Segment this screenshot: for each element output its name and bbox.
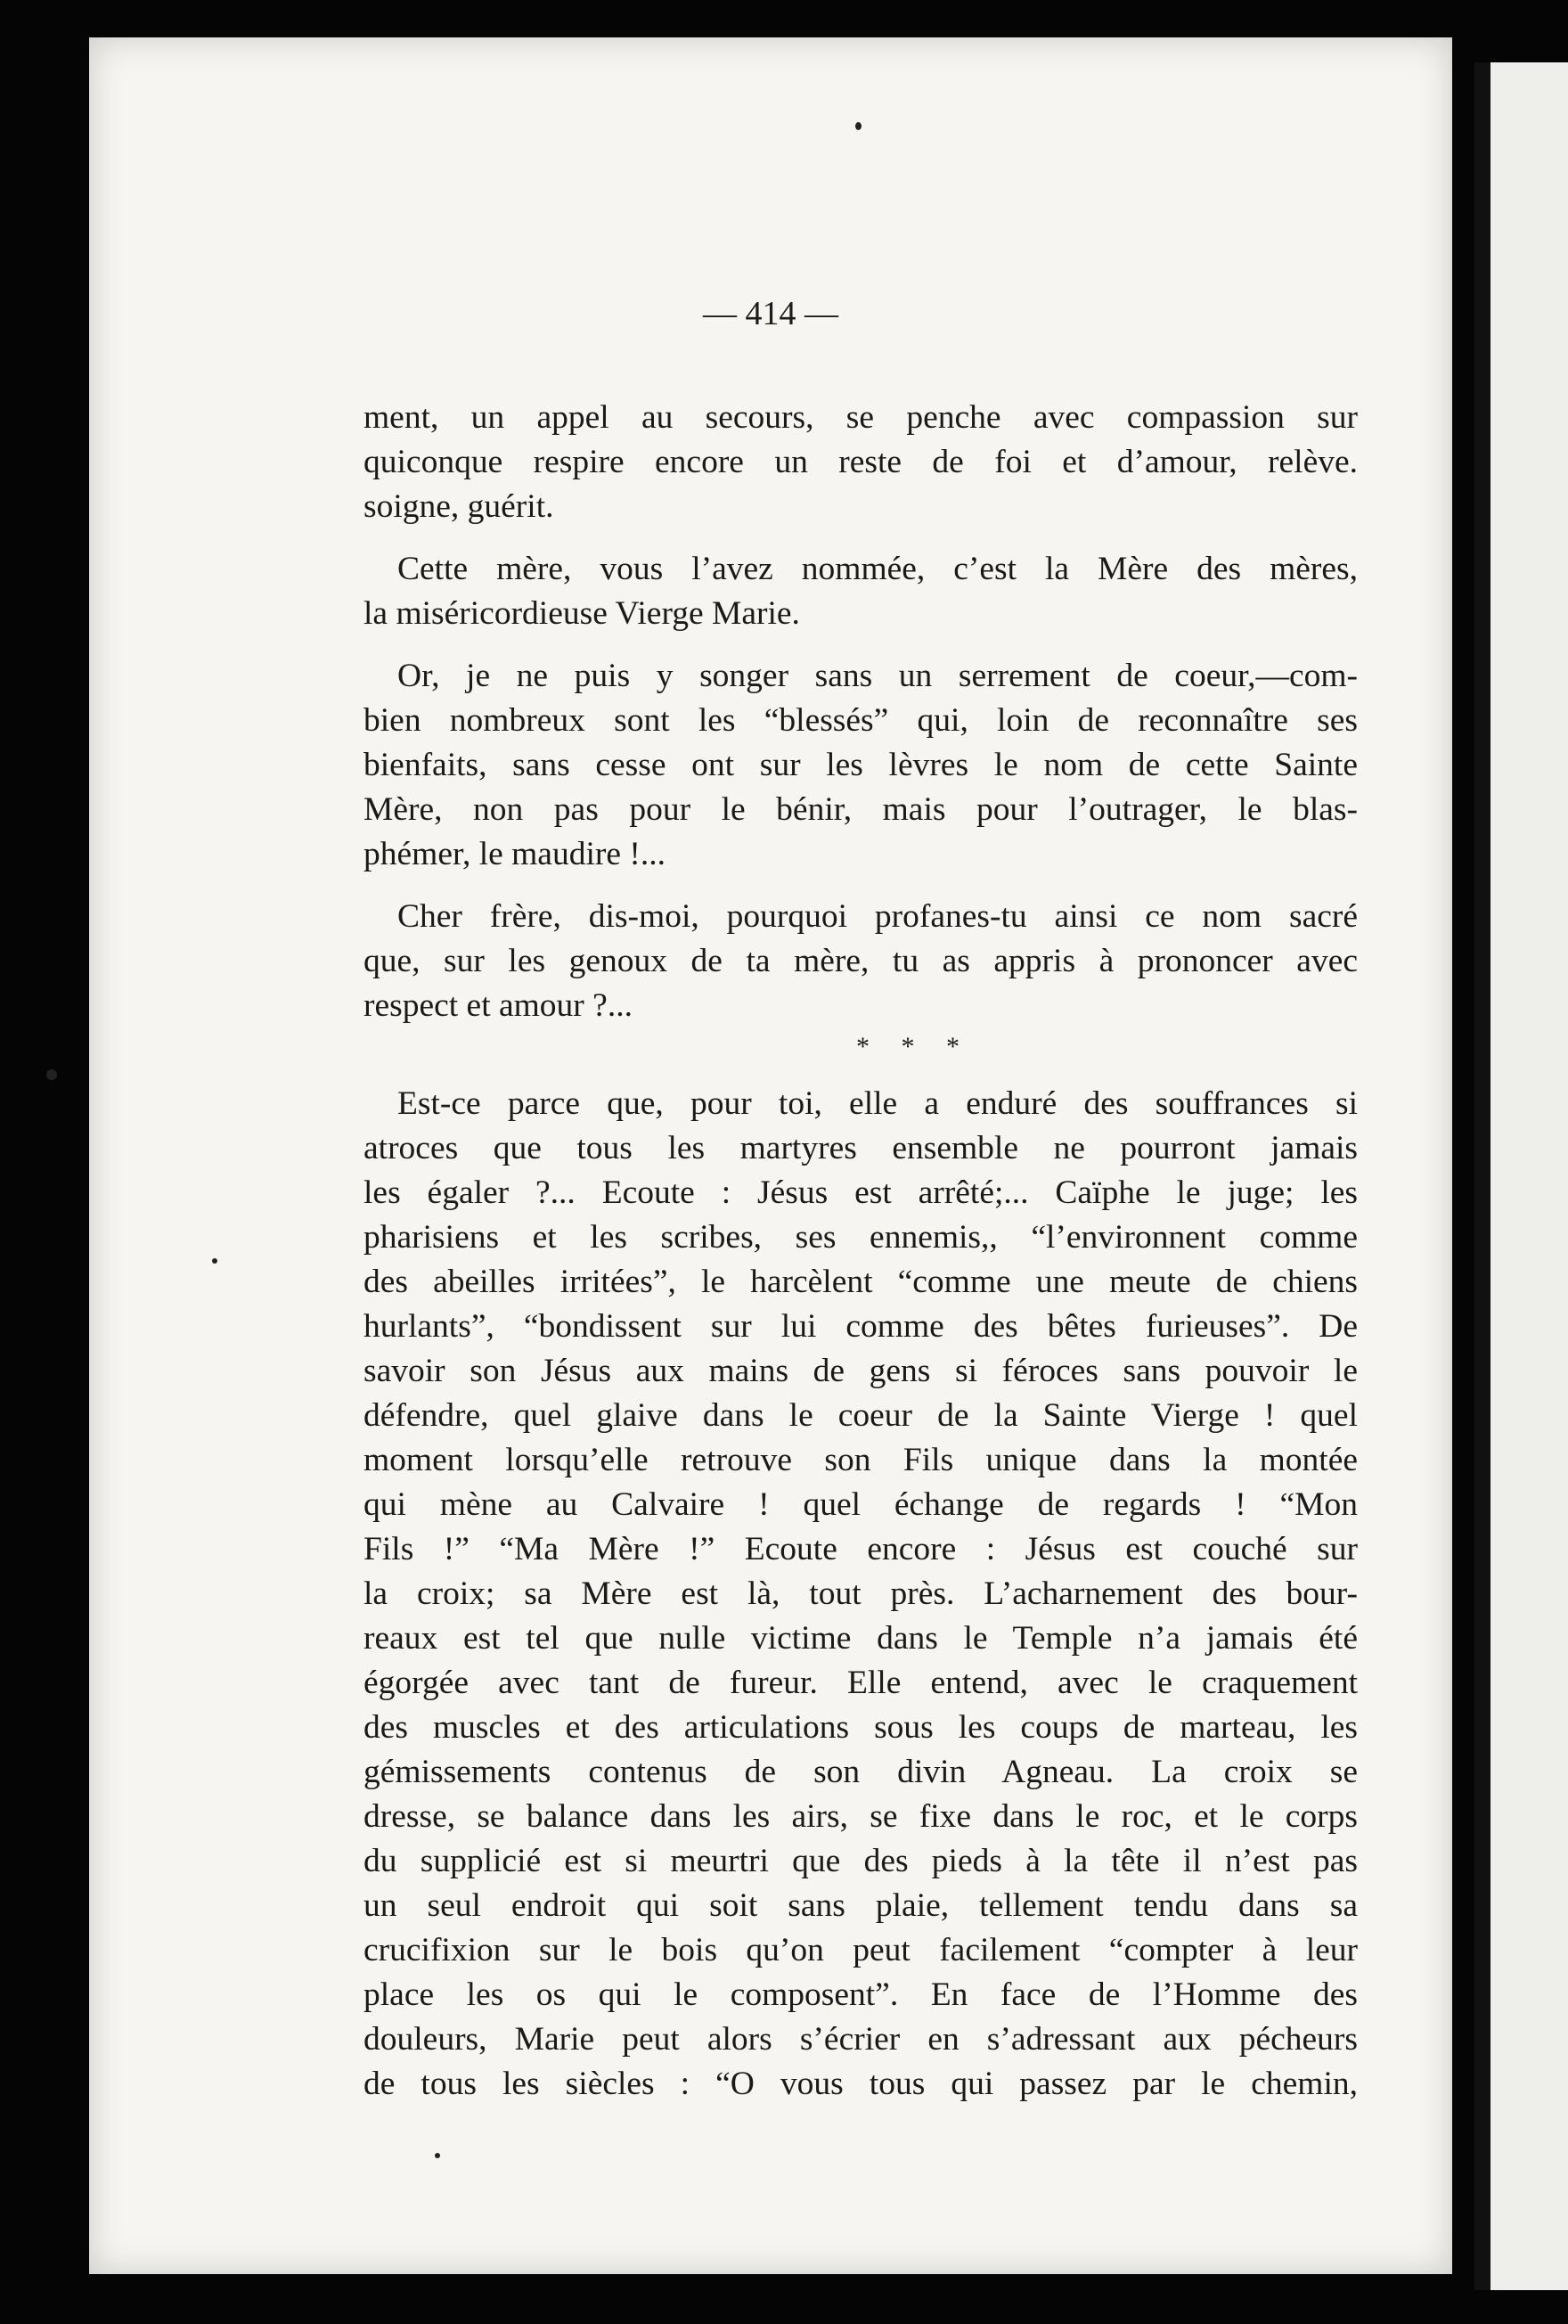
text-line: quiconque respire encore un reste de foi et d’amour, relève. <box>363 444 1358 480</box>
paragraph <box>363 547 1358 636</box>
text-line: Est-ce parce que, pour toi, elle a enduré des souffrances si <box>397 1085 1358 1122</box>
text-line: la croix; sa Mère est là, tout près. L’acharnement des bour- <box>363 1575 1358 1612</box>
paragraph <box>363 654 1358 877</box>
scan-speck <box>435 2153 440 2158</box>
text-line: les égaler ?... Ecoute : Jésus est arrêté;... Caïphe le juge; les <box>363 1174 1358 1211</box>
scan-speck <box>855 122 862 130</box>
text-line: bienfaits, sans cesse ont sur les lèvres le nom de cette Sainte <box>363 747 1358 783</box>
text-line: respect et amour ?... <box>363 987 633 1024</box>
text-line: dresse, se balance dans les airs, se fixe dans le roc, et le corps <box>363 1798 1358 1835</box>
text-line: ment, un appel au secours, se penche avec compassion sur <box>363 399 1358 436</box>
text-line: de tous les siècles : “O vous tous qui passez par le chemin, <box>363 2066 1358 2102</box>
text-line: atroces que tous les martyres ensemble ne pourront jamais <box>363 1130 1358 1166</box>
scan-speck <box>46 1069 57 1080</box>
text-line: gémissements contenus de son divin Agneau. La croix se <box>363 1754 1358 1790</box>
text-line: hurlants”, “bondissent sur lui comme des bêtes furieuses”. De <box>363 1308 1358 1345</box>
body-text <box>363 396 1358 2107</box>
text-line: Or, je ne puis y songer sans un serrement de coeur,—com- <box>397 658 1358 694</box>
text-line: place les os qui le composent”. En face de l’Homme des <box>363 1976 1358 2013</box>
text-line: pharisiens et les scribes, ses ennemis,, “l’environnent comme <box>363 1219 1358 1256</box>
text-line: des abeilles irritées”, le harcèlent “comme une meute de chiens <box>363 1264 1358 1300</box>
adjacent-page-edge <box>1474 62 1568 2290</box>
text-line: Fils !” “Ma Mère !” Ecoute encore : Jésus est couché sur <box>363 1531 1358 1567</box>
text-line: bien nombreux sont les “blessés” qui, loin de reconnaître ses <box>363 702 1358 739</box>
paragraph <box>363 1082 1358 2107</box>
text-line: Cette mère, vous l’avez nommée, c’est la Mère des mères, <box>397 551 1358 587</box>
scan-speck <box>212 1258 217 1264</box>
text-line: égorgée avec tant de fureur. Elle entend, avec le craquement <box>363 1665 1358 1701</box>
text-line: phémer, le maudire !... <box>363 836 666 872</box>
text-line: défendre, quel glaive dans le coeur de la Sainte Vierge ! quel <box>363 1397 1358 1434</box>
page-number: — 414 — <box>703 295 838 332</box>
text-line: douleurs, Marie peut alors s’écrier en s’adressant aux pécheurs <box>363 2021 1358 2058</box>
text-line: crucifixion sur le bois qu’on peut facilement “compter à leur <box>363 1932 1358 1968</box>
paragraph <box>363 396 1358 529</box>
text-line: la miséricordieuse Vierge Marie. <box>363 595 800 632</box>
text-line: reaux est tel que nulle victime dans le Temple n’a jamais été <box>363 1620 1358 1657</box>
text-line: Mère, non pas pour le bénir, mais pour l’outrager, le blas- <box>363 791 1358 828</box>
book-page <box>89 37 1452 2274</box>
text-line: Cher frère, dis-moi, pourquoi profanes-tu ainsi ce nom sacré <box>397 898 1358 935</box>
section-separator: * * * <box>856 1032 972 1061</box>
paragraph <box>363 895 1358 1028</box>
text-line: qui mène au Calvaire ! quel échange de regards ! “Mon <box>363 1486 1358 1523</box>
text-line: des muscles et des articulations sous les coups de marteau, les <box>363 1709 1358 1746</box>
text-line: que, sur les genoux de ta mère, tu as appris à prononcer avec <box>363 943 1358 979</box>
text-line: soigne, guérit. <box>363 488 554 525</box>
text-line: savoir son Jésus aux mains de gens si féroces sans pouvoir le <box>363 1353 1358 1389</box>
text-line: moment lorsqu’elle retrouve son Fils unique dans la montée <box>363 1442 1358 1478</box>
text-line: du supplicié est si meurtri que des pieds à la tête il n’est pas <box>363 1843 1358 1879</box>
text-line: un seul endroit qui soit sans plaie, tellement tendu dans sa <box>363 1887 1358 1924</box>
